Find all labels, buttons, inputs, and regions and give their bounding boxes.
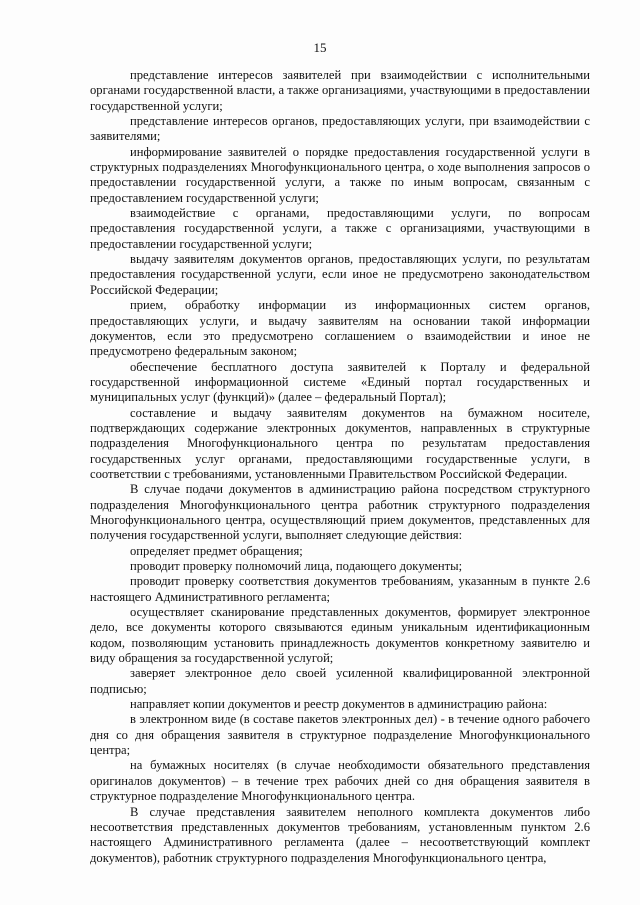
paragraph: представление интересов заявителей при взаимодействии с исполнительными органами государственной власти, а также организациями, участвующими в предоставлении государственной услуги; (90, 68, 590, 113)
paragraph: заверяет электронное дело своей усиленной квалифицированной электронной подписью; (90, 666, 590, 696)
paragraph: В случае представления заявителем неполного комплекта документов либо несоответствия представленных документов требованиям, установленным пунктом 2.6 настоящего Административного регламента (далее – несоответствующий комплект документов), работник структурного подразделения Многофункционального центра, (90, 804, 590, 865)
paragraph: В случае подачи документов в администрацию района посредством структурного подразделения Многофункционального центра работник структурного подразделения Многофункционального центра, осуществляющий прием документов, представленных для получения государственной услуги, выполняет следующие действия: (90, 482, 590, 543)
paragraph: информирование заявителей о порядке предоставления государственной услуги в структурных подразделениях Многофункционального центра, о ходе выполнения запросов о предоставлении государственной услуги, а также по иным вопросам, связанным с предоставлением государственной услуги; (90, 144, 590, 205)
paragraph: направляет копии документов и реестр документов в администрацию района: (130, 697, 548, 712)
paragraph: проводит проверку полномочий лица, подающего документы; (130, 559, 463, 573)
paragraph: взаимодействие с органами, предоставляющими услуги, по вопросам предоставления государственной услуги, а также с организациями, участвующими в предоставлении государственной услуги; (90, 206, 590, 251)
document-body (90, 68, 590, 866)
paragraph: в электронном виде (в составе пакетов электронных дел) - в течение одного рабочего дня со дня обращения заявителя в структурное подразделение Многофункционального центра; (90, 712, 590, 758)
paragraph: составление и выдачу заявителям документов на бумажном носителе, подтверждающих содержание электронных документов, направленных в структурные подразделения Многофункционального центра по результатам предоставления государственных услуг органами, предоставляющими государственные услуги, в соответствии с требованиями, установленными Правительством Российской Федерации. (90, 405, 590, 481)
paragraph: выдачу заявителям документов органов, предоставляющих услуги, по результатам предоставления государственной услуги, если иное не предусмотрено законодательством Российской Федерации; (90, 252, 590, 297)
page-number: 15 (313, 40, 327, 55)
paragraph: осуществляет сканирование представленных документов, формирует электронное дело, все документы которого связываются единым уникальным идентификационным кодом, позволяющим установить принадлежность документов конкретному заявителю и виду обращения за государственной услугой; (90, 605, 590, 666)
paragraph: на бумажных носителях (в случае необходимости обязательного представления оригиналов документов) – в течение трех рабочих дней со дня обращения заявителя в структурное подразделение Многофункционального центра. (90, 758, 590, 804)
paragraph: определяет предмет обращения; (130, 543, 303, 558)
paragraph: прием, обработку информации из информационных систем органов, предоставляющих услуги, и выдачу заявителям на основании такой информации документов, если это предусмотрено соглашением о взаимодействии и иное не предусмотрено федеральным законом; (90, 298, 590, 359)
paragraph: проводит проверку соответствия документов требованиям, указанным в пункте 2.6 настоящего Административного регламента; (90, 574, 590, 604)
paragraph: представление интересов органов, предоставляющих услуги, при взаимодействии с заявителями; (90, 114, 590, 144)
paragraph: обеспечение бесплатного доступа заявителей к Порталу и федеральной государственной информационной системе «Единый портал государственных и муниципальных услуг (функций)» (далее – федеральный Портал); (90, 359, 590, 405)
